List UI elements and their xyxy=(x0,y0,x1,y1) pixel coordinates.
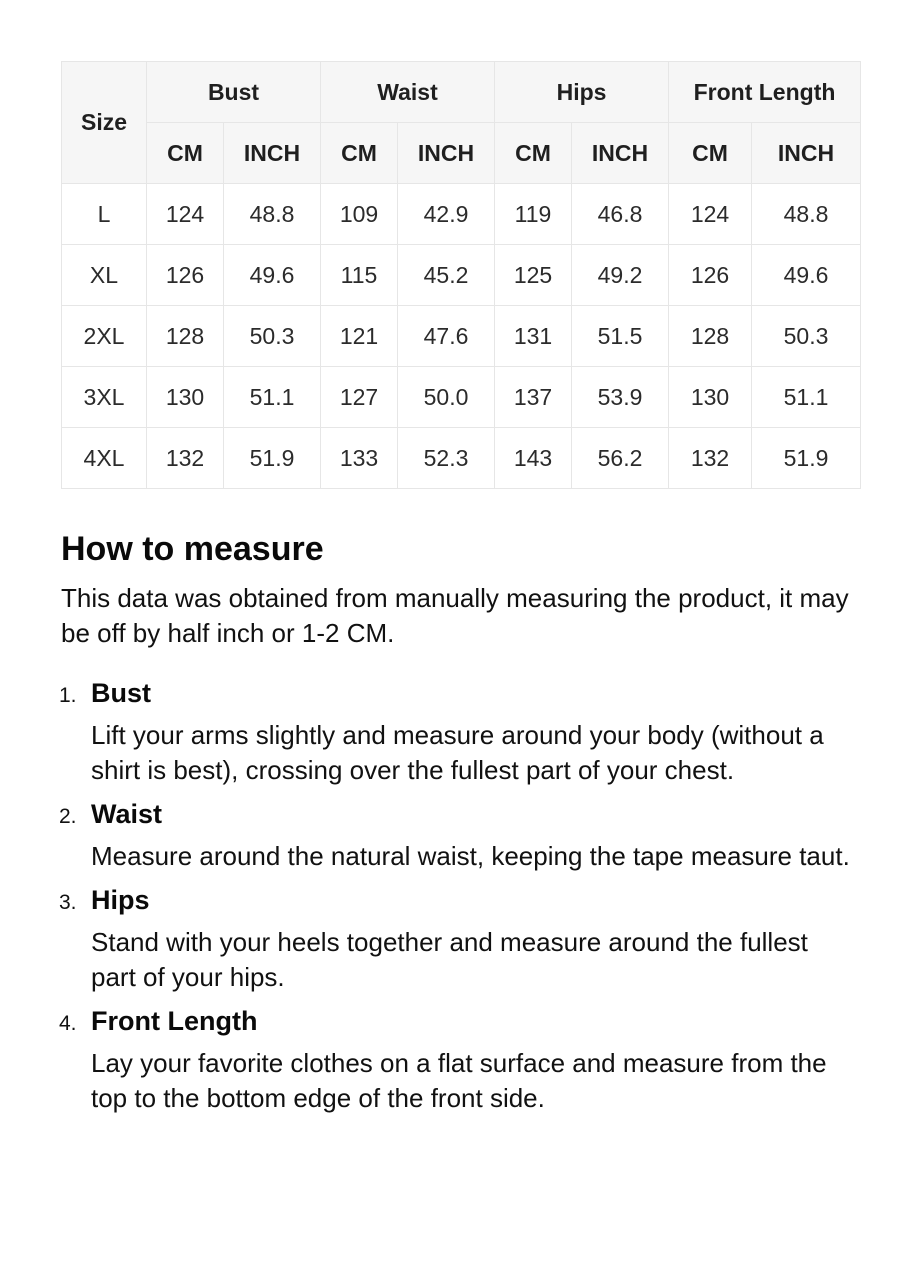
list-item xyxy=(61,882,859,995)
hips-inch-cell: 51.5 xyxy=(572,306,669,367)
how-to-measure-title: How to measure xyxy=(61,530,324,568)
table-row xyxy=(62,367,861,428)
front-length-cm-cell: 130 xyxy=(669,367,752,428)
measurement-disclaimer: This data was obtained from manually measuring the product, it may be off by half inch or 1-2 CM. xyxy=(61,583,849,648)
step-description-front-length: Lay your favorite clothes on a flat surface and measure from the top to the bottom edge of the front side. xyxy=(91,1048,827,1113)
waist-inch-cell: 52.3 xyxy=(398,428,495,489)
step-description-hips: Stand with your heels together and measure around the fullest part of your hips. xyxy=(91,927,808,992)
size-cell: 2XL xyxy=(62,306,147,367)
waist-group-header: Waist xyxy=(321,62,495,123)
step-description-waist: Measure around the natural waist, keeping the tape measure taut. xyxy=(91,841,850,871)
hips-cm-cell: 143 xyxy=(495,428,572,489)
bust-cm-cell: 124 xyxy=(147,184,224,245)
waist-cm-cell: 109 xyxy=(321,184,398,245)
front-length-cm-cell: 126 xyxy=(669,245,752,306)
bust-cm-header: CM xyxy=(147,123,224,184)
size-guide-page xyxy=(61,61,859,1124)
bust-inch-cell: 50.3 xyxy=(224,306,321,367)
size-header: Size xyxy=(62,62,147,184)
front-length-group-header: Front Length xyxy=(669,62,861,123)
table-row xyxy=(62,245,861,306)
hips-inch-header: INCH xyxy=(572,123,669,184)
hips-cm-header: CM xyxy=(495,123,572,184)
table-row xyxy=(62,428,861,489)
waist-cm-cell: 115 xyxy=(321,245,398,306)
hips-group-header: Hips xyxy=(495,62,669,123)
hips-inch-cell: 56.2 xyxy=(572,428,669,489)
waist-cm-cell: 121 xyxy=(321,306,398,367)
bust-inch-cell: 51.1 xyxy=(224,367,321,428)
step-number: 1. xyxy=(59,684,77,707)
waist-cm-cell: 133 xyxy=(321,428,398,489)
hips-inch-cell: 49.2 xyxy=(572,245,669,306)
list-item xyxy=(61,1003,859,1116)
size-cell: L xyxy=(62,184,147,245)
size-cell: XL xyxy=(62,245,147,306)
front-length-inch-cell: 51.9 xyxy=(752,428,861,489)
hips-cm-cell: 131 xyxy=(495,306,572,367)
hips-cm-cell: 119 xyxy=(495,184,572,245)
waist-cm-header: CM xyxy=(321,123,398,184)
table-body xyxy=(62,184,861,489)
bust-cm-cell: 126 xyxy=(147,245,224,306)
hips-inch-cell: 46.8 xyxy=(572,184,669,245)
list-item xyxy=(61,796,859,874)
bust-cm-cell: 130 xyxy=(147,367,224,428)
front-length-cm-cell: 124 xyxy=(669,184,752,245)
size-chart-table xyxy=(61,61,861,489)
bust-inch-header: INCH xyxy=(224,123,321,184)
size-cell: 3XL xyxy=(62,367,147,428)
size-cell: 4XL xyxy=(62,428,147,489)
bust-inch-cell: 48.8 xyxy=(224,184,321,245)
bust-cm-cell: 132 xyxy=(147,428,224,489)
front-length-cm-cell: 132 xyxy=(669,428,752,489)
table-header xyxy=(62,62,861,184)
front-length-inch-cell: 49.6 xyxy=(752,245,861,306)
table-row xyxy=(62,306,861,367)
table-row xyxy=(62,184,861,245)
waist-inch-cell: 47.6 xyxy=(398,306,495,367)
front-length-inch-header: INCH xyxy=(752,123,861,184)
waist-inch-header: INCH xyxy=(398,123,495,184)
step-number: 4. xyxy=(59,1012,77,1035)
measurement-steps-list xyxy=(61,675,859,1116)
step-title-hips: Hips xyxy=(91,885,150,915)
step-description-bust: Lift your arms slightly and measure around your body (without a shirt is best), crossing over the fullest part of your chest. xyxy=(91,720,824,785)
step-number: 3. xyxy=(59,891,77,914)
bust-group-header: Bust xyxy=(147,62,321,123)
header-row-units xyxy=(62,123,861,184)
bust-inch-cell: 49.6 xyxy=(224,245,321,306)
front-length-cm-cell: 128 xyxy=(669,306,752,367)
step-title-front-length: Front Length xyxy=(91,1006,258,1036)
header-row-groups xyxy=(62,62,861,123)
hips-cm-cell: 137 xyxy=(495,367,572,428)
waist-inch-cell: 50.0 xyxy=(398,367,495,428)
front-length-inch-cell: 48.8 xyxy=(752,184,861,245)
hips-cm-cell: 125 xyxy=(495,245,572,306)
step-title-waist: Waist xyxy=(91,799,163,829)
hips-inch-cell: 53.9 xyxy=(572,367,669,428)
waist-inch-cell: 42.9 xyxy=(398,184,495,245)
front-length-inch-cell: 50.3 xyxy=(752,306,861,367)
bust-inch-cell: 51.9 xyxy=(224,428,321,489)
front-length-inch-cell: 51.1 xyxy=(752,367,861,428)
bust-cm-cell: 128 xyxy=(147,306,224,367)
waist-cm-cell: 127 xyxy=(321,367,398,428)
waist-inch-cell: 45.2 xyxy=(398,245,495,306)
step-number: 2. xyxy=(59,805,77,828)
front-length-cm-header: CM xyxy=(669,123,752,184)
list-item xyxy=(61,675,859,788)
step-title-bust: Bust xyxy=(91,678,151,708)
